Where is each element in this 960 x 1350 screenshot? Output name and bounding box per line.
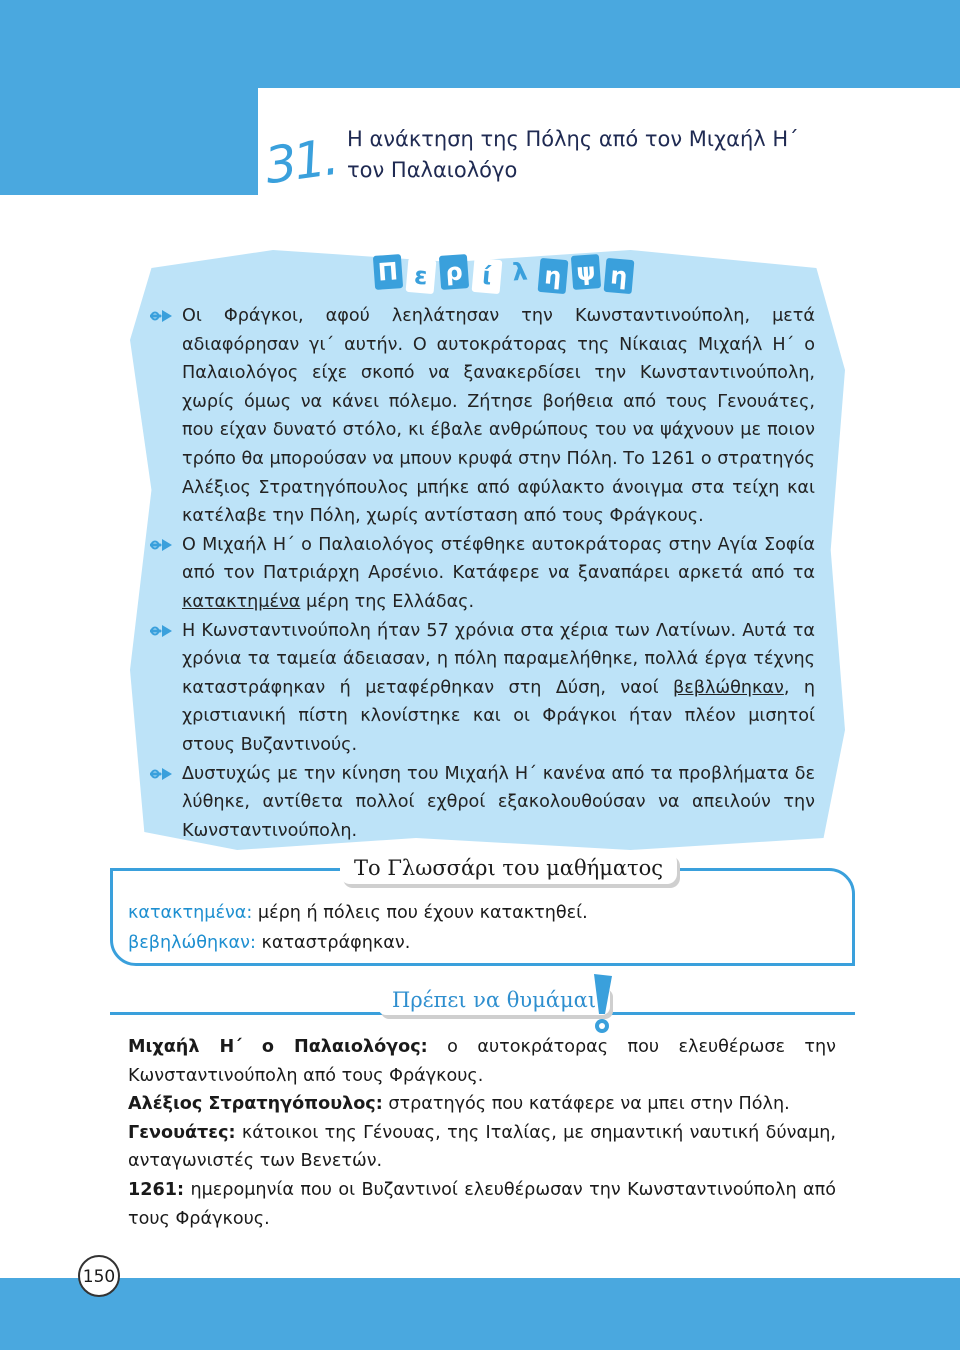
bullet-arrow-icon [150,623,174,639]
remember-definition: κάτοικοι της Γένουας, της Ιταλίας, με σημαντική ναυτική δύναμη, ανταγωνιστές των Βενετών. [128,1122,836,1172]
glossary-term-link: κατακτημένα [182,591,301,612]
summary-paragraph [150,531,815,617]
chapter-number: 31. [261,128,340,196]
chapter-title-line1: Η ανάκτηση της Πόλης από τον Μιχαήλ Η΄ [347,127,799,151]
summary-heading-letter: η [538,258,569,294]
summary-text-run: μέρη της Ελλάδας. [300,591,475,612]
summary-heading-letter: ρ [439,254,469,290]
glossary-term-link: βεβλώθηκαν [672,677,784,698]
summary-paragraph [150,760,815,846]
footer-band [0,1278,960,1350]
summary-text [150,302,815,845]
summary-heading-letter: ψ [571,254,601,290]
remember-definition: στρατηγός που κατάφερε να μπει στην Πόλη. [382,1094,790,1115]
chapter-title [347,124,907,186]
glossary-definition: καταστράφηκαν. [255,933,411,953]
glossary-title: Το Γλωσσάρι του μαθήματος [340,852,677,884]
remember-term: Αλέξιος Στρατηγόπουλος: [128,1094,383,1115]
remember-term: Μιχαήλ Η΄ ο Παλαιολόγος: [128,1037,428,1057]
summary-heading-letter: η [604,258,635,294]
remember-item [128,1176,836,1233]
summary-text-run: , η χριστιανική πίστη κλονίστηκε και οι Φράγκοι ήταν πλέον μισητοί στους Βυζαντινούς. [182,677,815,755]
remember-term: Γενουάτες: [128,1122,236,1143]
remember-definition: ο αυτοκράτορας που ελευθέρωσε την Κωνσταντινούπολη από τους Φράγκους. [128,1037,836,1086]
glossary-item [128,928,828,958]
exclamation-icon [588,970,618,1040]
remember-item [128,1090,836,1119]
remember-item [128,1033,836,1090]
summary-heading [374,255,633,295]
summary-text-run: Η Κωνσταντινούπολη ήταν 57 χρόνια στα χέρια των Λατίνων. Αυτά τα χρόνια τα ταμεία άδειασαν, η πόλη παραμελήθηκε, πολλά έργα τέχνης καταστράφηκαν ή μεταφέρθηκαν στη Δύση, ναοί [182,620,815,698]
page-number: 150 [78,1255,120,1297]
glossary-term: κατακτημένα: [128,903,253,923]
glossary-item [128,898,828,928]
remember-term: 1261: [128,1179,185,1200]
summary-heading-letter: λ [511,257,529,287]
chapter-title-line2: τον Παλαιολόγο [347,158,518,182]
glossary-definition: μέρη ή πόλεις που έχουν κατακτηθεί. [252,903,588,923]
summary-heading-letter: Π [373,254,403,290]
summary-paragraph [150,302,815,531]
summary-heading-letter: ί [472,258,503,294]
summary-text-run: Δυστυχώς με την κίνηση του Μιχαήλ Η΄ κανένα από τα προβλήματα δε λύθηκε, αντίθετα πολλοί εχθροί εξακολουθούσαν να απειλούν την Κωνσταντινούπολη. [182,763,815,841]
bullet-arrow-icon [150,308,174,324]
summary-text-run: Οι Φράγκοι, αφού λεηλάτησαν την Κωνσταντινούπολη, μετά αδιαφόρησαν γι΄ αυτήν. Ο αυτοκράτορας της Νίκαιας Μιχαήλ Η΄ ο Παλαιολόγος είχε σκοπό να ξανακερδίσει την Κωνσταντινούπολη, χωρίς όμως να κάνει πόλεμο. Ζήτησε βοήθεια από τους Γενουάτες, που είχαν δυνατό στόλο, κι έβαλε ανθρώπους του να ψάχνουν με ποιον τρόπο θα μπορούσαν να μπουν κρυφά στην Πόλη. Το 1261 ο στρατηγός Αλέξιος Στρατηγόπουλος μπήκε από αφύλακτο άνοιγμα στα τείχη και κατέλαβε την Πόλη, χωρίς αντίσταση από τους Φράγκους. [182,306,815,527]
glossary-list [128,898,828,958]
summary-paragraph [150,617,815,760]
remember-item [128,1119,836,1176]
summary-heading-letter: ε [406,258,437,294]
remember-title: Πρέπει να θυμάμαι [378,985,610,1015]
remember-definition: ημερομηνία που οι Βυζαντινοί ελευθέρωσαν την Κωνσταντινούπολη από τους Φράγκους. [128,1179,836,1229]
summary-text-run: Ο Μιχαήλ Η΄ ο Παλαιολόγος στέφθηκε αυτοκράτορας στην Αγία Σοφία από τον Πατριάρχη Αρσένιο. Κατάφερε να ξαναπάρει αρκετά από τα [182,534,815,584]
bullet-arrow-icon [150,766,174,782]
remember-list [128,1033,836,1233]
glossary-term: βεβηλώθηκαν: [128,933,256,953]
bullet-arrow-icon [150,537,174,553]
